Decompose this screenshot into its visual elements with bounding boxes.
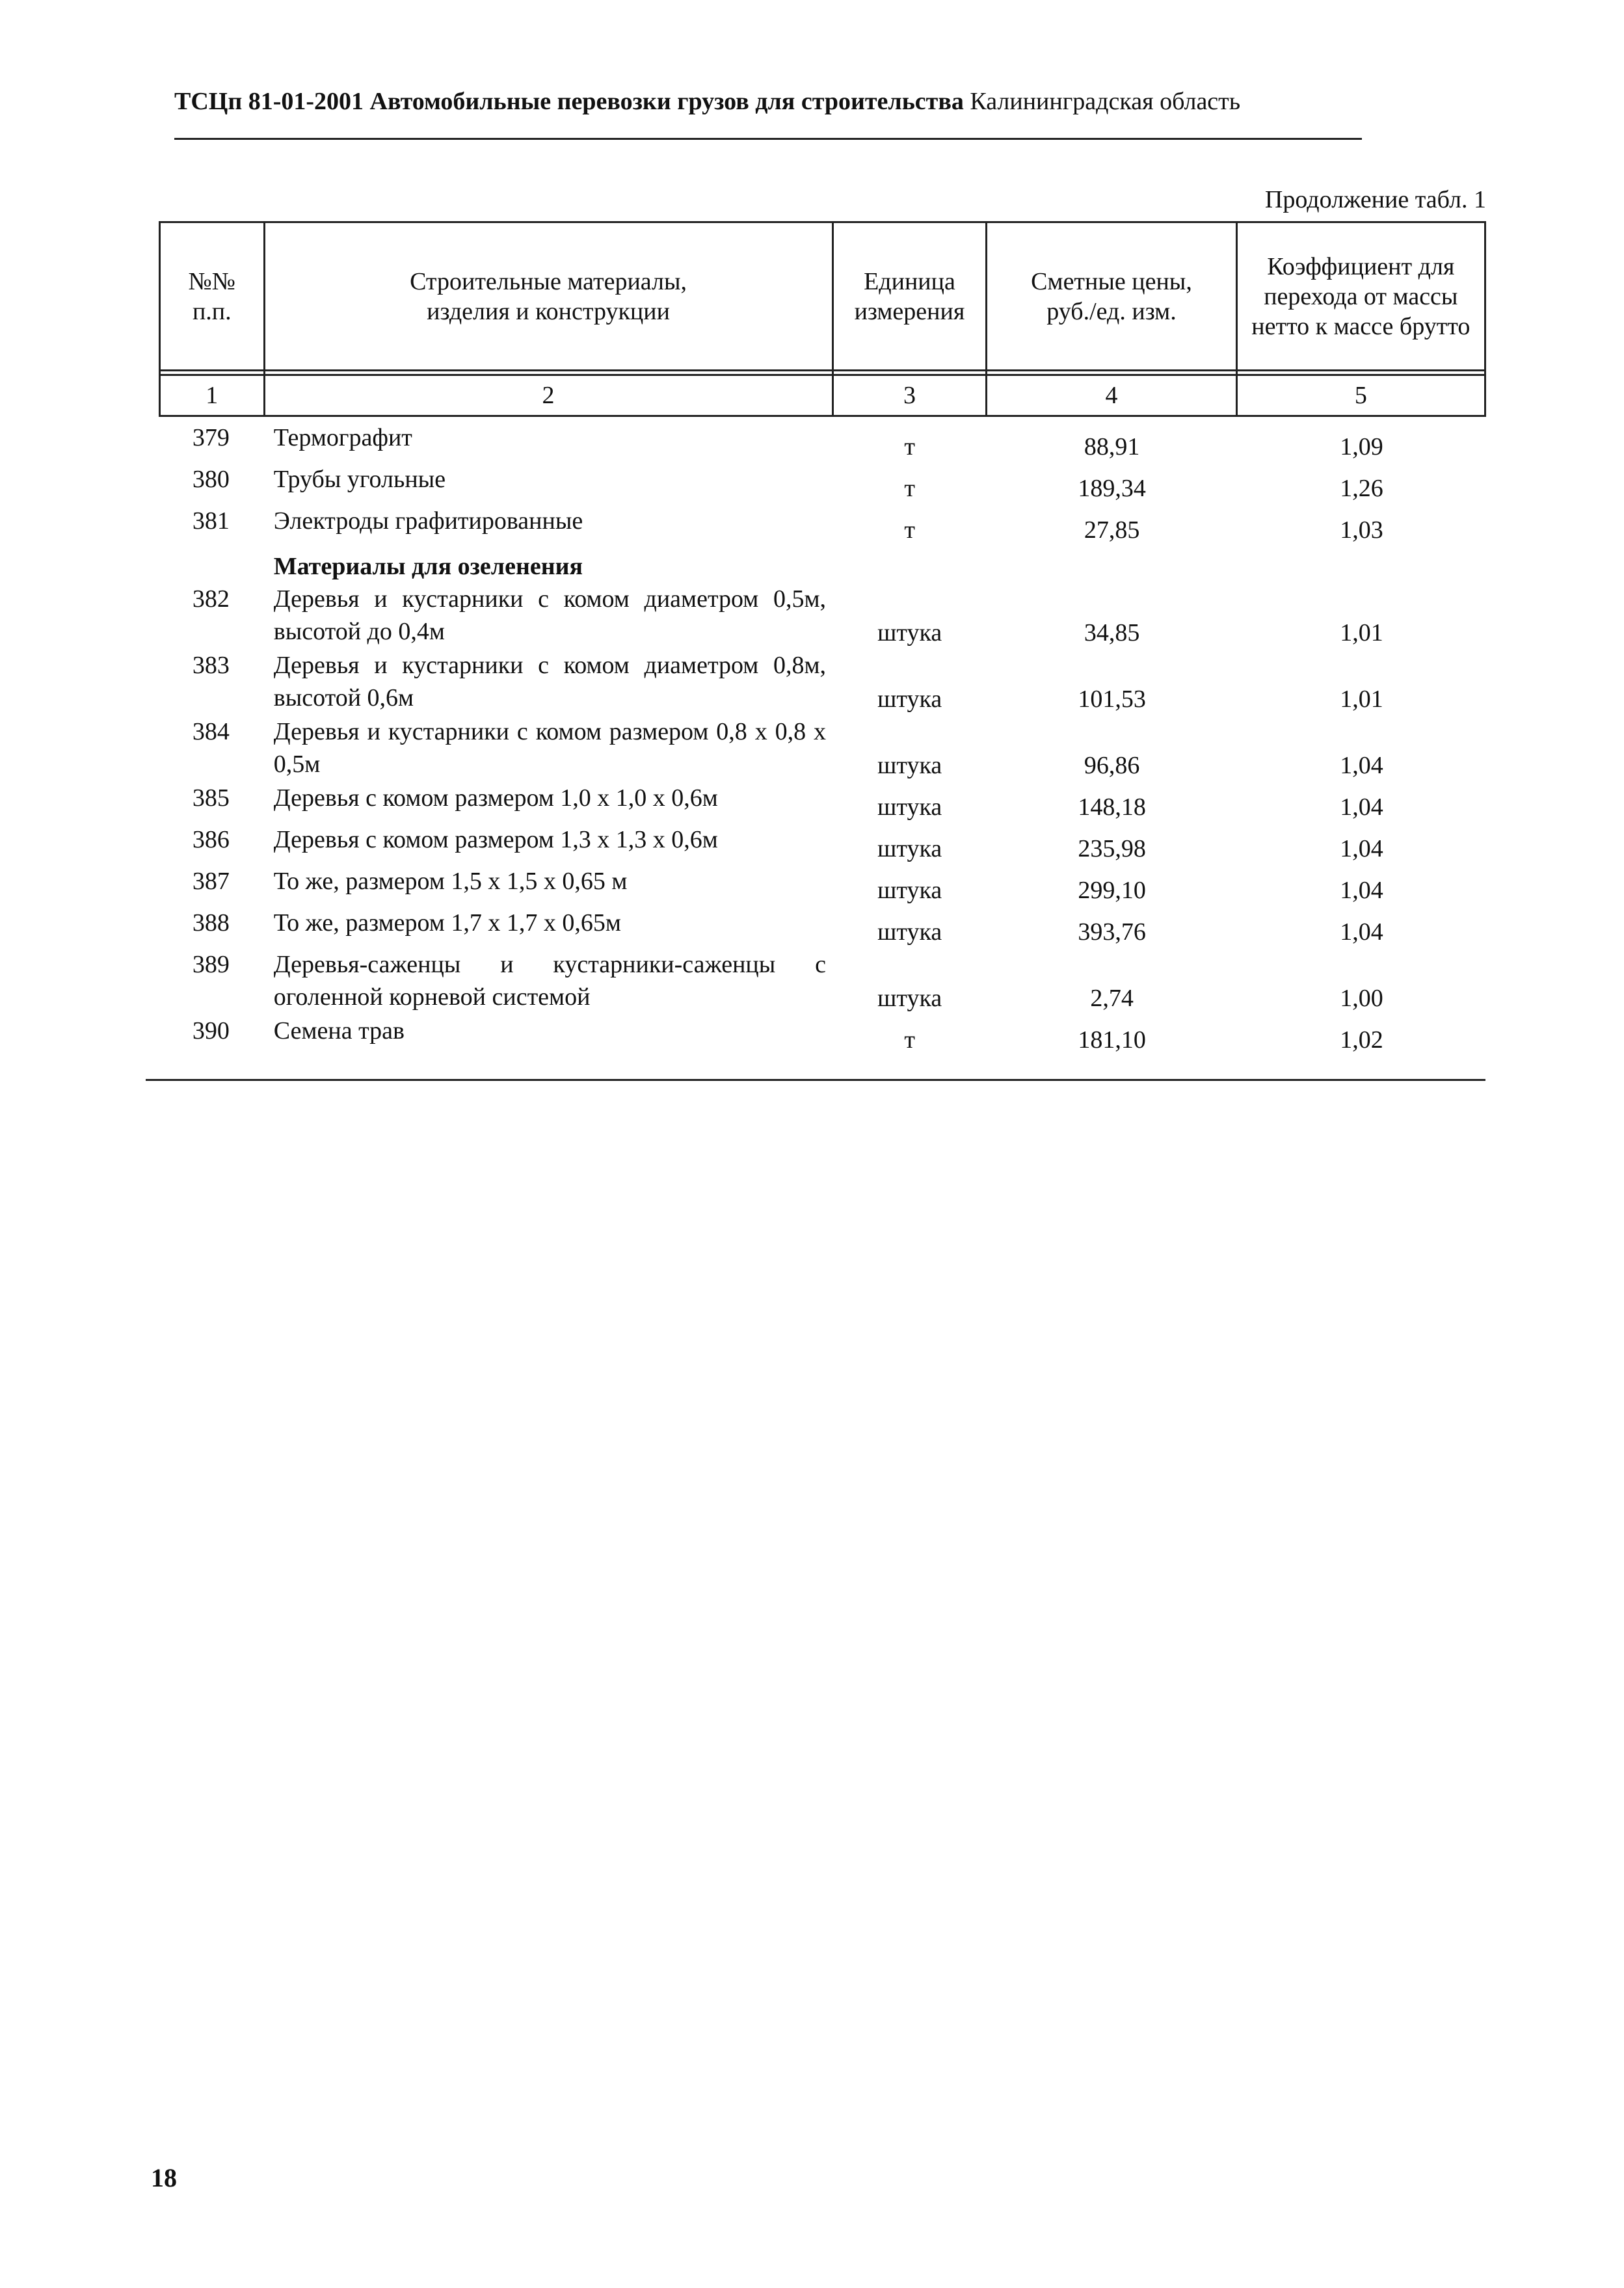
row-price: 88,91 [1084,433,1140,460]
row-material: Трубы угольные [273,466,446,493]
row-material: Деревья-саженцы и кустарники-саженцы с оголенной корневой системой [273,951,827,1011]
row-unit: штука [877,985,942,1012]
row-unit: т [904,433,915,460]
column-header-number [160,222,265,371]
table-row [159,421,1486,463]
row-coefficient: 1,03 [1340,516,1383,544]
row-coefficient: 1,02 [1340,1026,1383,1054]
row-number: 385 [192,784,230,812]
column-header-material [264,222,832,371]
header-title-bold: ТСЦп 81-01-2001 Автомобильные перевозки грузов для строительства [174,88,964,115]
section-row [159,546,1486,583]
row-price: 96,86 [1084,752,1140,779]
row-price: 2,74 [1090,985,1134,1012]
row-coefficient: 1,04 [1340,918,1383,946]
column-number-4: 4 [987,375,1236,416]
table-header [159,221,1486,417]
table-body [159,421,1486,1056]
table-row [159,463,1486,505]
row-unit: штука [877,793,942,821]
column-header-price [987,222,1236,371]
row-material: Термографит [273,424,412,451]
row-unit: штука [877,685,942,713]
table-row [159,823,1486,865]
row-material: Деревья и кустарники с комом диаметром 0,5м, высотой до 0,4м [273,585,827,645]
row-number: 389 [192,951,230,978]
table-row [159,782,1486,823]
row-number: 390 [192,1017,230,1044]
row-number: 382 [192,585,230,613]
row-material: То же, размером 1,7 х 1,7 х 0,65м [273,909,621,937]
row-number: 387 [192,868,230,895]
row-unit: т [904,475,915,502]
row-coefficient: 1,01 [1340,619,1383,646]
column-header-coefficient [1236,222,1485,371]
table-row [159,1015,1486,1056]
row-price: 101,53 [1078,685,1146,713]
row-material: Деревья с комом размером 1,3 х 1,3 х 0,6м [273,826,718,853]
table-row [159,583,1486,649]
row-coefficient: 1,04 [1340,835,1383,862]
table-bottom-rule [146,1079,1485,1081]
row-unit: штука [877,918,942,946]
row-price: 393,76 [1078,918,1146,946]
row-number: 383 [192,652,230,679]
row-coefficient: 1,04 [1340,752,1383,779]
row-material: Деревья с комом размером 1,0 х 1,0 х 0,6м [273,784,718,812]
table-row [159,649,1486,715]
row-number: 381 [192,507,230,535]
column-header-coefficient-text: Коэффициент для перехода от массы нетто к массе брутто [1251,252,1471,340]
row-price: 299,10 [1078,877,1146,904]
table-row [159,907,1486,948]
row-price: 189,34 [1078,475,1146,502]
row-unit: штука [877,752,942,779]
row-unit: штука [877,619,942,646]
row-unit: штука [877,835,942,862]
row-price: 181,10 [1078,1026,1146,1054]
row-price: 235,98 [1078,835,1146,862]
page-number: 18 [151,2163,177,2192]
row-price: 34,85 [1084,619,1140,646]
row-price: 27,85 [1084,516,1140,544]
column-number-1: 1 [160,375,265,416]
row-coefficient: 1,26 [1340,475,1383,502]
table-continuation-label: Продолжение табл. 1 [1264,186,1486,213]
row-number: 380 [192,466,230,493]
document-header [174,87,1362,116]
row-material: Семена трав [273,1017,405,1044]
row-number: 388 [192,909,230,937]
row-coefficient: 1,00 [1340,985,1383,1012]
header-region: Калининградская область [963,88,1241,115]
column-header-unit [832,222,987,371]
row-material: Деревья и кустарники с комом диаметром 0,8м, высотой 0,6м [273,652,827,712]
row-material: Электроды графитированные [273,507,583,535]
table-row [159,715,1486,782]
row-number: 386 [192,826,230,853]
row-coefficient: 1,01 [1340,685,1383,713]
column-number-2: 2 [264,375,832,416]
column-header-unit-text: Единица измерения [854,267,965,325]
row-coefficient: 1,04 [1340,793,1383,821]
table-row [159,865,1486,907]
column-header-price-text: Сметные цены, руб./ед. изм. [1031,267,1192,325]
row-unit: штука [877,877,942,904]
row-number: 384 [192,718,230,745]
row-coefficient: 1,09 [1340,433,1383,460]
row-unit: т [904,516,915,544]
row-material: То же, размером 1,5 х 1,5 х 0,65 м [273,868,628,895]
row-number: 379 [192,424,230,451]
row-unit: т [904,1026,915,1054]
section-title: Материалы для озеленения [273,553,583,580]
header-rule [174,138,1362,140]
column-number-3: 3 [832,375,987,416]
table-row [159,948,1486,1015]
row-price: 148,18 [1078,793,1146,821]
row-material: Деревья и кустарники с комом размером 0,8 х 0,8 х 0,5м [273,718,827,778]
column-header-number-text: №№ п.п. [188,267,236,325]
table-row [159,505,1486,546]
column-header-material-text: Строительные материалы, изделия и конструкции [410,267,687,325]
column-number-5: 5 [1236,375,1485,416]
row-coefficient: 1,04 [1340,877,1383,904]
